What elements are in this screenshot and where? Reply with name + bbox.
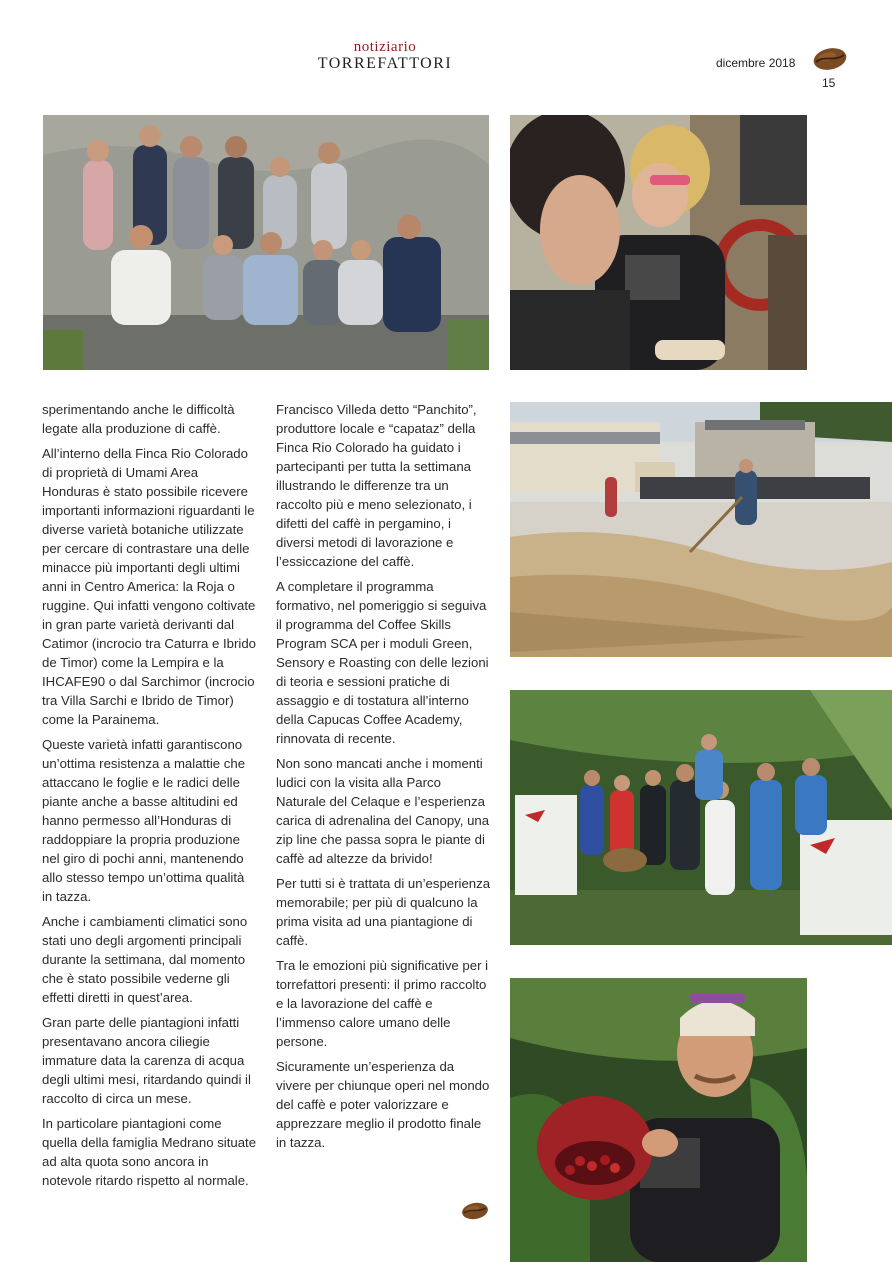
article-column-2: [276, 400, 491, 1158]
group-photo-wall: [43, 115, 489, 370]
page-number: 15: [822, 76, 836, 90]
masthead-bottom: TORREFATTORI: [317, 55, 453, 72]
paragraph: Gran parte delle piantagioni infatti presentavano ancora ciliegie immature data la carenza di acqua degli ultimi mesi, ritardando quindi il raccolto di circa un mese.: [42, 1015, 251, 1106]
paragraph: Per tutti si è trattata di un’esperienza memorabile; per più di qualcuno la prima visita ad una piantagione di caffè.: [276, 876, 491, 948]
paragraph: Tra le emozioni più significative per i torrefattori presenti: il primo raccolto e la lavorazione del caffè e l’immenso calore umano delle persone.: [276, 958, 489, 1049]
coffee-bean-icon: [812, 46, 848, 72]
paragraph: Queste varietà infatti garantiscono un’ottima resistenza a malattie che attaccano le foglie e le radici delle piante anche a basse altitudini ed hanno permesso all’Honduras di raddoppiare la propria produzione nel giro di pochi anni, mantenendo allo stesso tempo un’ottima qualità in tazza.: [42, 737, 246, 904]
paragraph: Francisco Villeda detto “Panchito”, produttore locale e “capataz” della Finca Rio Colorado ha guidato i partecipanti per tutta la settimana illustrando le differenze tra un raccolto più e meno selezionato, i difetti del caffè in pergamino, i diversi metodi di lavorazione e l’essiccazione del caffè.: [276, 402, 477, 569]
group-capucas-plantation: [510, 690, 892, 945]
article-column-1: [42, 400, 257, 1196]
masthead-top: notiziario: [353, 39, 417, 55]
paragraph: sperimentando anche le difficoltà legate alla produzione di caffè.: [42, 402, 235, 436]
man-with-coffee-cherries: [510, 978, 807, 1262]
paragraph: A completare il programma formativo, nel pomeriggio si seguiva il programma del Coffee Skills Program SCA per i moduli Green, Sensory e Roasting con delle lezioni di teoria e sessioni pratiche di assaggio e di tostatura all’interno della Capucas Coffee Academy, rinnovata di recente.: [276, 579, 489, 746]
women-coffee-machine: [510, 115, 807, 370]
paragraph: Sicuramente un’esperienza da vivere per chiunque operi nel mondo del caffè e poter valorizzare e apprezzare meglio il prodotto finale in tazza.: [276, 1059, 490, 1150]
coffee-bean-icon: [461, 1201, 489, 1221]
paragraph: Non sono mancati anche i momenti ludici con la visita alla Parco Naturale del Celaque e l’esperienza carica di adrenalina del Canopy, una zip line che passa sopra le piante di caffè ad altezze da brivido!: [276, 756, 490, 866]
drying-patio: [510, 402, 892, 657]
paragraph: All’interno della Finca Rio Colorado di proprietà di Umami Area Honduras è stato possibile ricevere importanti informazioni riguardanti le diverse varietà botaniche utilizzate per cercare di contrastare una delle minacce più importanti degli ultimi anni in Centro America: la Roja o ruggine. Qui infatti vengono coltivate in gran parte varietà derivanti dal Catimor (incrocio tra Caturra e Ibrido de Timor) come la Lempira e la IHCAFE90 o dal Sarchimor (incrocio tra Villa Sarchi e Ibrido de Timor) come la Parainema.: [42, 446, 257, 727]
paragraph: Anche i cambiamenti climatici sono stati uno degli argomenti principali durante la settimana, dal momento che è stato possibile vederne gli effetti diretti in quest’area.: [42, 914, 248, 1005]
issue-date: dicembre 2018: [716, 56, 796, 70]
masthead-logo: [300, 40, 470, 72]
paragraph: In particolare piantagioni come quella della famiglia Medrano situate ad alta quota sono ancora in notevole ritardo rispetto al normale.: [42, 1116, 257, 1188]
